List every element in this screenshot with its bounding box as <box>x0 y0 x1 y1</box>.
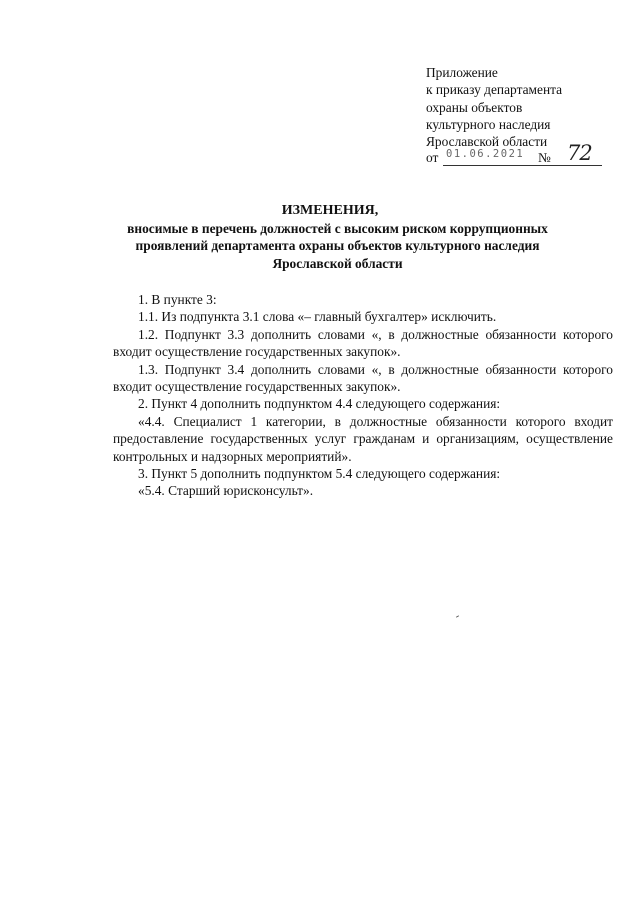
number-label: № <box>538 150 551 165</box>
appendix-line: Ярославской области <box>426 134 548 150</box>
date-stamp: 01.06.2021 <box>446 148 525 160</box>
date-label: от <box>426 150 439 165</box>
paragraph: 2. Пункт 4 дополнить подпунктом 4.4 следующего содержания: <box>138 396 501 412</box>
appendix-line: Приложение <box>426 65 498 80</box>
appendix-block <box>426 64 626 150</box>
appendix-line: к приказу департамента <box>426 82 563 98</box>
appendix-line: охраны объектов <box>426 99 523 115</box>
paragraph: 1.1. Из подпункта 3.1 слова «– главный бухгалтер» исключить. <box>138 309 497 325</box>
paragraph: 1.2. Подпункт 3.3 дополнить словами «, в должностные обязанности которого входит осуществление государственных закупок». <box>113 326 613 360</box>
document-subtitle: вносимые в перечень должностей с высоким риском коррупционных проявлений департамента охраны объектов культурного наследия Ярославской области <box>127 221 548 271</box>
paragraph: 1. В пункте 3: <box>138 292 217 307</box>
scan-speck <box>456 615 459 617</box>
document-title: ИЗМЕНЕНИЯ, <box>281 203 379 218</box>
number-underline <box>558 165 602 166</box>
document-body <box>113 291 613 500</box>
paragraph: 3. Пункт 5 дополнить подпунктом 5.4 следующего содержания: <box>138 466 501 482</box>
order-number-handwritten: 72 <box>567 141 592 165</box>
paragraph: «5.4. Старший юрисконсульт». <box>138 483 314 499</box>
paragraph: «4.4. Специалист 1 категории, в должностные обязанности которого входит предоставление государственных услуг гражданам и организациям, осуществление контрольных и надзорных мероприятий». <box>113 413 613 464</box>
appendix-line: культурного наследия <box>426 116 551 132</box>
paragraph: 1.3. Подпункт 3.4 дополнить словами «, в должностные обязанности которого входит осуществление государственных закупок». <box>113 361 613 395</box>
